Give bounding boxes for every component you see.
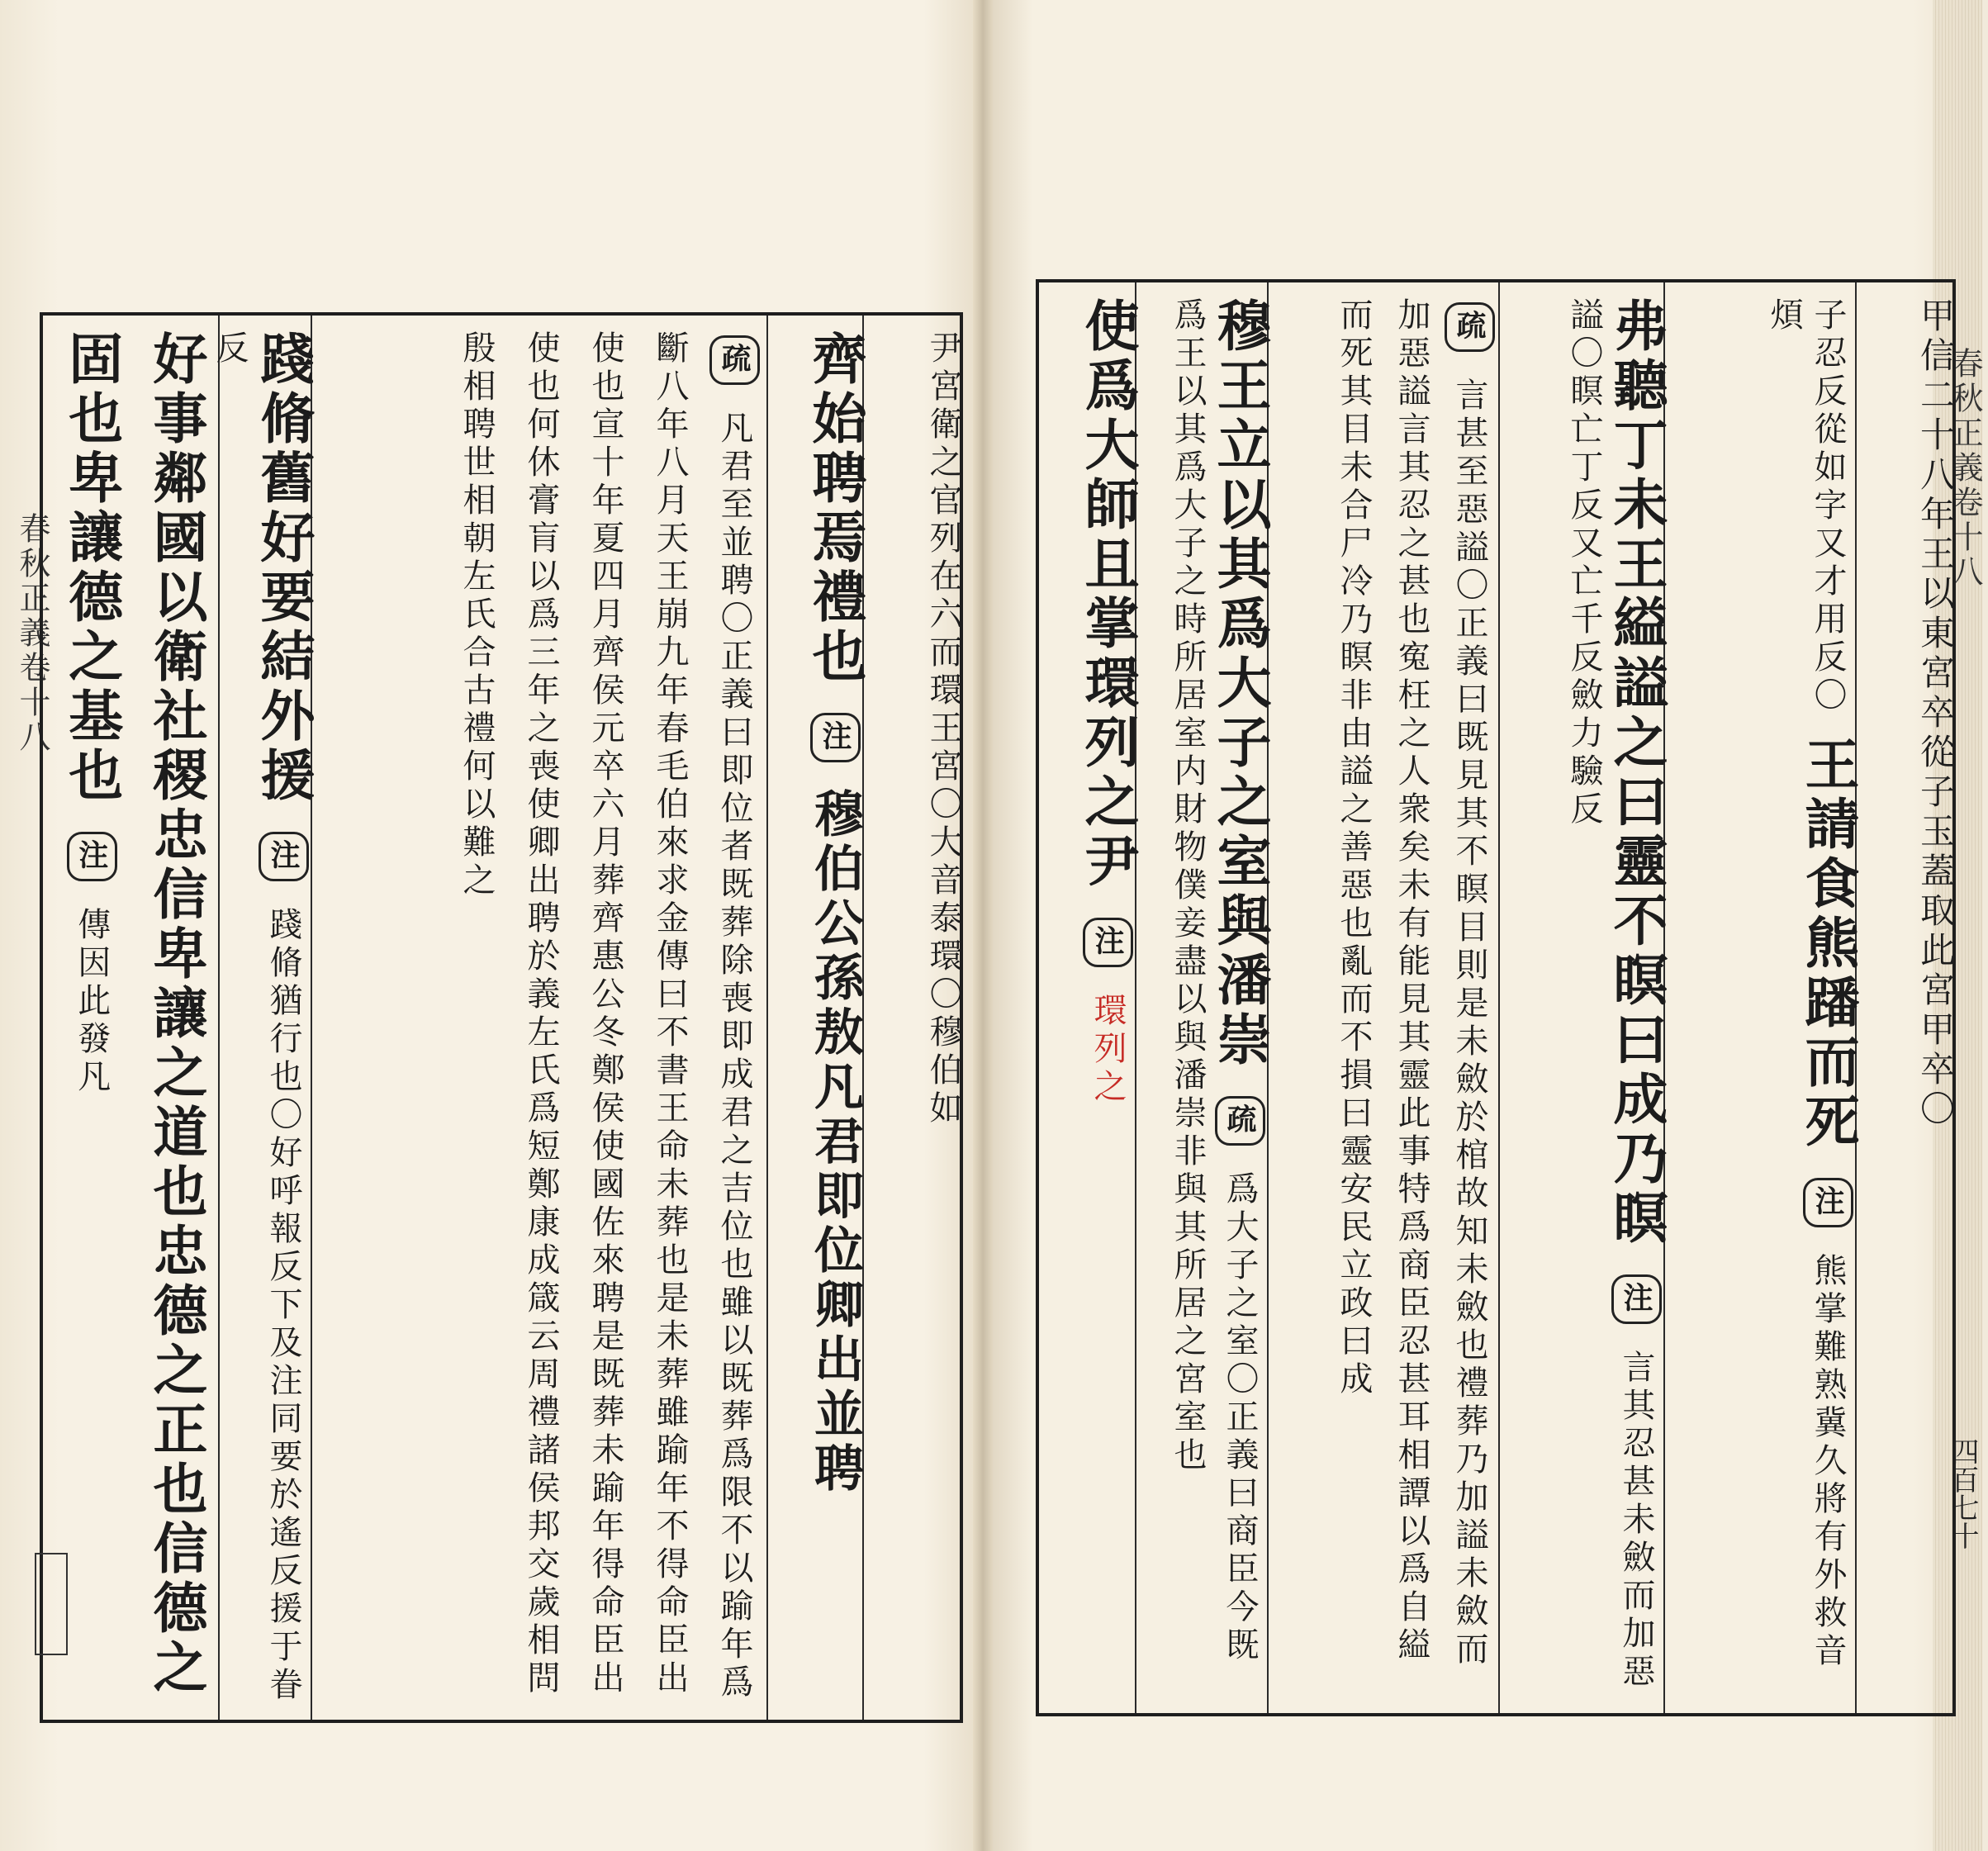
right-col-3: [1498, 282, 1668, 1713]
left-columns: [43, 316, 960, 1720]
left-col-3: [311, 316, 766, 1720]
book-gutter: [973, 0, 993, 1851]
left-col-5-note: 傳因此發凡: [72, 907, 111, 1097]
subcommentary-label: 疏: [709, 335, 760, 385]
left-col-1-text: 尹宮衛之官列在六而環王宮〇大音泰環〇穆伯如: [924, 330, 962, 1128]
left-col-4: [211, 316, 316, 1720]
right-text-frame: [1036, 279, 1956, 1716]
annotation-label: 注: [810, 713, 861, 762]
right-col-3-main: 弗聽丁未王縊謚之曰靈不瞑曰成乃瞑: [1604, 297, 1668, 1249]
right-columns: [1039, 282, 1956, 1713]
right-col-2-note2: 熊掌難熟冀久將有外救音煩: [1765, 297, 1847, 1671]
left-text-frame: [40, 312, 963, 1723]
right-col-1: [1855, 282, 1956, 1713]
right-col-3-note: 言其忍甚未斂而加惡謚〇瞑亡丁反又亡千反斂力驗反: [1565, 297, 1655, 1692]
left-col-2-main: 齊始聘焉禮也: [803, 330, 867, 687]
right-col-5-note: 爲大子之室〇正義曰商臣今既爲王以其爲大子之時所居室内財物僕妾盡以與潘崇非與其所居之宮室也: [1169, 297, 1259, 1665]
right-col-1-text: 甲信二十八年王以東宮卒從子玉蓋取此宮甲卒〇: [1915, 297, 1956, 1130]
left-col-4-note: 踐脩猶行也〇好呼報反下及注同要於遙反援于眷反: [211, 330, 302, 1705]
subcommentary-label: 疏: [1445, 302, 1495, 352]
right-col-5: [1135, 282, 1272, 1713]
right-col-2-main: 王請食熊蹯而死: [1796, 736, 1860, 1152]
page-number: 四百七十: [1946, 1437, 1979, 1550]
left-col-1: [862, 316, 960, 1720]
right-margin-title: 春秋正義卷十八: [1947, 347, 1983, 590]
right-col-5-main: 穆王立以其爲大子之室與潘崇: [1208, 297, 1272, 1070]
left-seal-mark: [35, 1553, 68, 1655]
right-col-6-main: 使爲大師且掌環列之尹: [1075, 297, 1140, 892]
annotation-label: 注: [1083, 918, 1133, 967]
left-col-3-text: 凡君至並聘〇正義曰即位者既葬除喪即成君之吉位也雖以既葬爲限不以踰年爲斷八年八月天王崩九年春毛伯來求金傳曰不書王命未葬也是未葬雖踰年不得命臣出使也宣十年夏四月齊侯元卒六月葬齊惠公冬鄭侯使國佐來聘是既葬未踰年得命臣出使也何休膏肓以爲三年之喪使卿出聘於義左氏爲短鄭康成箴云周禮諸侯邦交歲相問殷相聘世相朝左氏合古禮何以難之: [458, 330, 753, 1702]
subcommentary-label: 疏: [1215, 1096, 1265, 1146]
left-margin-title: 春秋正義卷十八: [14, 512, 50, 755]
left-col-5-main: 好事鄰國以衛社稷忠信卑讓之道也忠德之正也信德之固也卑讓德之基也: [59, 330, 208, 1698]
right-col-2-note: 子忍反從如字又才用反〇: [1809, 297, 1847, 715]
right-col-6: [1039, 282, 1140, 1713]
right-col-2: [1663, 282, 1860, 1713]
left-col-2-note: 穆伯公孫敖凡君即位卿出並聘: [806, 788, 864, 1497]
annotation-label: 注: [1611, 1274, 1662, 1324]
right-col-6-note: 環列之: [1089, 993, 1127, 1107]
left-col-5: [43, 316, 218, 1720]
right-col-4: [1267, 282, 1498, 1713]
left-col-4-main: 踐脩舊好要結外援: [251, 330, 316, 806]
annotation-label: 注: [259, 832, 309, 881]
right-col-4-text: 言甚至惡謚〇正義曰既見其不瞑目則是未斂於棺故知未斂也禮葬乃加謚未斂而加惡謚言其忍之甚也寃枉之人衆矣未有能見其靈此事特爲商臣忍甚耳相譚以爲自縊而死其目未合尸冷乃瞑非由謚之善惡也亂而不損曰靈安民立政曰成: [1335, 297, 1488, 1669]
annotation-label: 注: [1803, 1178, 1853, 1227]
annotation-label: 注: [67, 832, 117, 881]
left-col-2: [766, 316, 867, 1720]
